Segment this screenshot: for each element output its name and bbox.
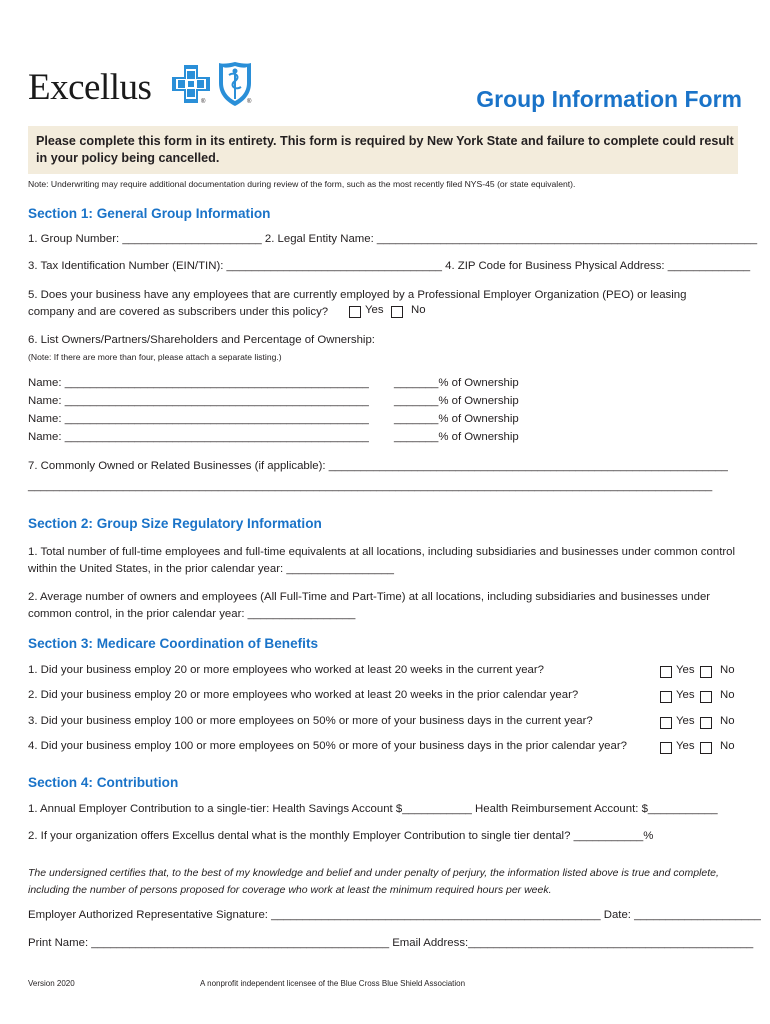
cross-registered-mark: ® <box>201 99 206 105</box>
related-businesses-line-2[interactable]: ____________________________________________________________________________________________________________ <box>28 480 713 492</box>
medicare-yes-label: Yes <box>676 740 695 752</box>
medicare-no-label: No <box>720 715 735 727</box>
medicare-question: 3. Did your business employ 100 or more employees on 50% or more of your business days in the current year? <box>28 715 593 727</box>
form-title: Group Information Form <box>476 86 742 112</box>
owner-ownership-line[interactable]: _______% of Ownership <box>394 377 519 389</box>
medicare-no-label: No <box>720 664 735 676</box>
medicare-yes-checkbox[interactable] <box>660 742 672 754</box>
underwriting-note: Note: Underwriting may require additional documentation during review of the form, such as the most recently filed NYS-45 (or state equivalent). <box>28 179 576 189</box>
medicare-yes-label: Yes <box>676 715 695 727</box>
peo-no-label: No <box>411 304 426 316</box>
medicare-no-label: No <box>720 740 735 752</box>
medicare-yes-label: Yes <box>676 689 695 701</box>
version-label: Version 2020 <box>28 979 75 988</box>
peo-no-checkbox[interactable] <box>391 306 403 318</box>
notice-text: Please complete this form in its entirety. This form is required by New York State and failure to complete could result in your policy being cancelled. <box>36 134 734 165</box>
section4-title: Section 4: Contribution <box>28 775 179 790</box>
medicare-no-label: No <box>720 689 735 701</box>
medicare-yes-checkbox[interactable] <box>660 717 672 729</box>
owner-name-line[interactable]: Name: ________________________________________________ <box>28 413 369 425</box>
print-name-email-line[interactable]: Print Name: _______________________________________________ Email Address:_____________________________________________ <box>28 937 754 949</box>
group-number-legal-entity-line[interactable]: 1. Group Number: ______________________ 2. Legal Entity Name: ____________________________________________________________ <box>28 233 758 245</box>
owner-name-line[interactable]: Name: ________________________________________________ <box>28 377 369 389</box>
average-employees-question[interactable]: 2. Average number of owners and employees (All Full-Time and Part-Time) at all locations, including subsidiaries and businesses under common control, in the prior calendar year: _________________ <box>28 591 711 620</box>
medicare-question: 4. Did your business employ 100 or more employees on 50% or more of your business days in the prior calendar year? <box>28 740 627 752</box>
company-logo-text: Excellus <box>28 67 152 108</box>
medicare-no-checkbox[interactable] <box>700 691 712 703</box>
owners-question: 6. List Owners/Partners/Shareholders and Percentage of Ownership: <box>28 334 375 346</box>
signature-date-line[interactable]: Employer Authorized Representative Signature: ____________________________________________________ Date: ____________________ <box>28 909 761 921</box>
tax-id-zip-line[interactable]: 3. Tax Identification Number (EIN/TIN): __________________________________ 4. ZIP Code for Business Physical Address: _____________ <box>28 260 751 272</box>
peo-yes-checkbox[interactable] <box>349 306 361 318</box>
medicare-no-checkbox[interactable] <box>700 717 712 729</box>
section2-title: Section 2: Group Size Regulatory Information <box>28 516 322 531</box>
medicare-question: 1. Did your business employ 20 or more employees who worked at least 20 weeks in the current year? <box>28 664 544 676</box>
section3-title: Section 3: Medicare Coordination of Benefits <box>28 636 319 651</box>
owner-name-line[interactable]: Name: ________________________________________________ <box>28 431 369 443</box>
licensee-statement: A nonprofit independent licensee of the Blue Cross Blue Shield Association <box>200 979 466 988</box>
certification-statement: The undersigned certifies that, to the best of my knowledge and belief and under penalty of perjury, the information listed above is true and complete, including the number of persons proposed for coverage who work at least the minimum required hours per week. <box>28 867 719 896</box>
medicare-yes-checkbox[interactable] <box>660 666 672 678</box>
peo-question: 5. Does your business have any employees that are currently employed by a Professional Employer Organization (PEO) or leasing company and are covered as subscribers under this policy? <box>28 289 687 318</box>
owner-ownership-line[interactable]: _______% of Ownership <box>394 413 519 425</box>
medicare-yes-label: Yes <box>676 664 695 676</box>
medicare-no-checkbox[interactable] <box>700 742 712 754</box>
dental-contribution-line[interactable]: 2. If your organization offers Excellus dental what is the monthly Employer Contribution to single tier dental? ___________% <box>28 830 654 842</box>
owner-ownership-line[interactable]: _______% of Ownership <box>394 395 519 407</box>
medicare-no-checkbox[interactable] <box>700 666 712 678</box>
owners-note: (Note: If there are more than four, please attach a separate listing.) <box>28 352 282 362</box>
fulltime-employees-question[interactable]: 1. Total number of full-time employees and full-time equivalents at all locations, including subsidiaries and businesses under common control within the United States, in the prior calendar year: _________________ <box>28 546 736 575</box>
annual-contribution-line[interactable]: 1. Annual Employer Contribution to a single-tier: Health Savings Account $___________ Health Reimbursement Account: $___________ <box>28 803 718 815</box>
owner-name-line[interactable]: Name: ________________________________________________ <box>28 395 369 407</box>
medicare-question: 2. Did your business employ 20 or more employees who worked at least 20 weeks in the prior calendar year? <box>28 689 579 701</box>
shield-registered-mark: ® <box>247 99 252 105</box>
peo-yes-label: Yes <box>365 304 384 316</box>
medicare-yes-checkbox[interactable] <box>660 691 672 703</box>
related-businesses-line[interactable]: 7. Commonly Owned or Related Businesses (if applicable): _______________________________________________________________ <box>28 460 728 472</box>
owner-ownership-line[interactable]: _______% of Ownership <box>394 431 519 443</box>
section1-title: Section 1: General Group Information <box>28 206 271 221</box>
